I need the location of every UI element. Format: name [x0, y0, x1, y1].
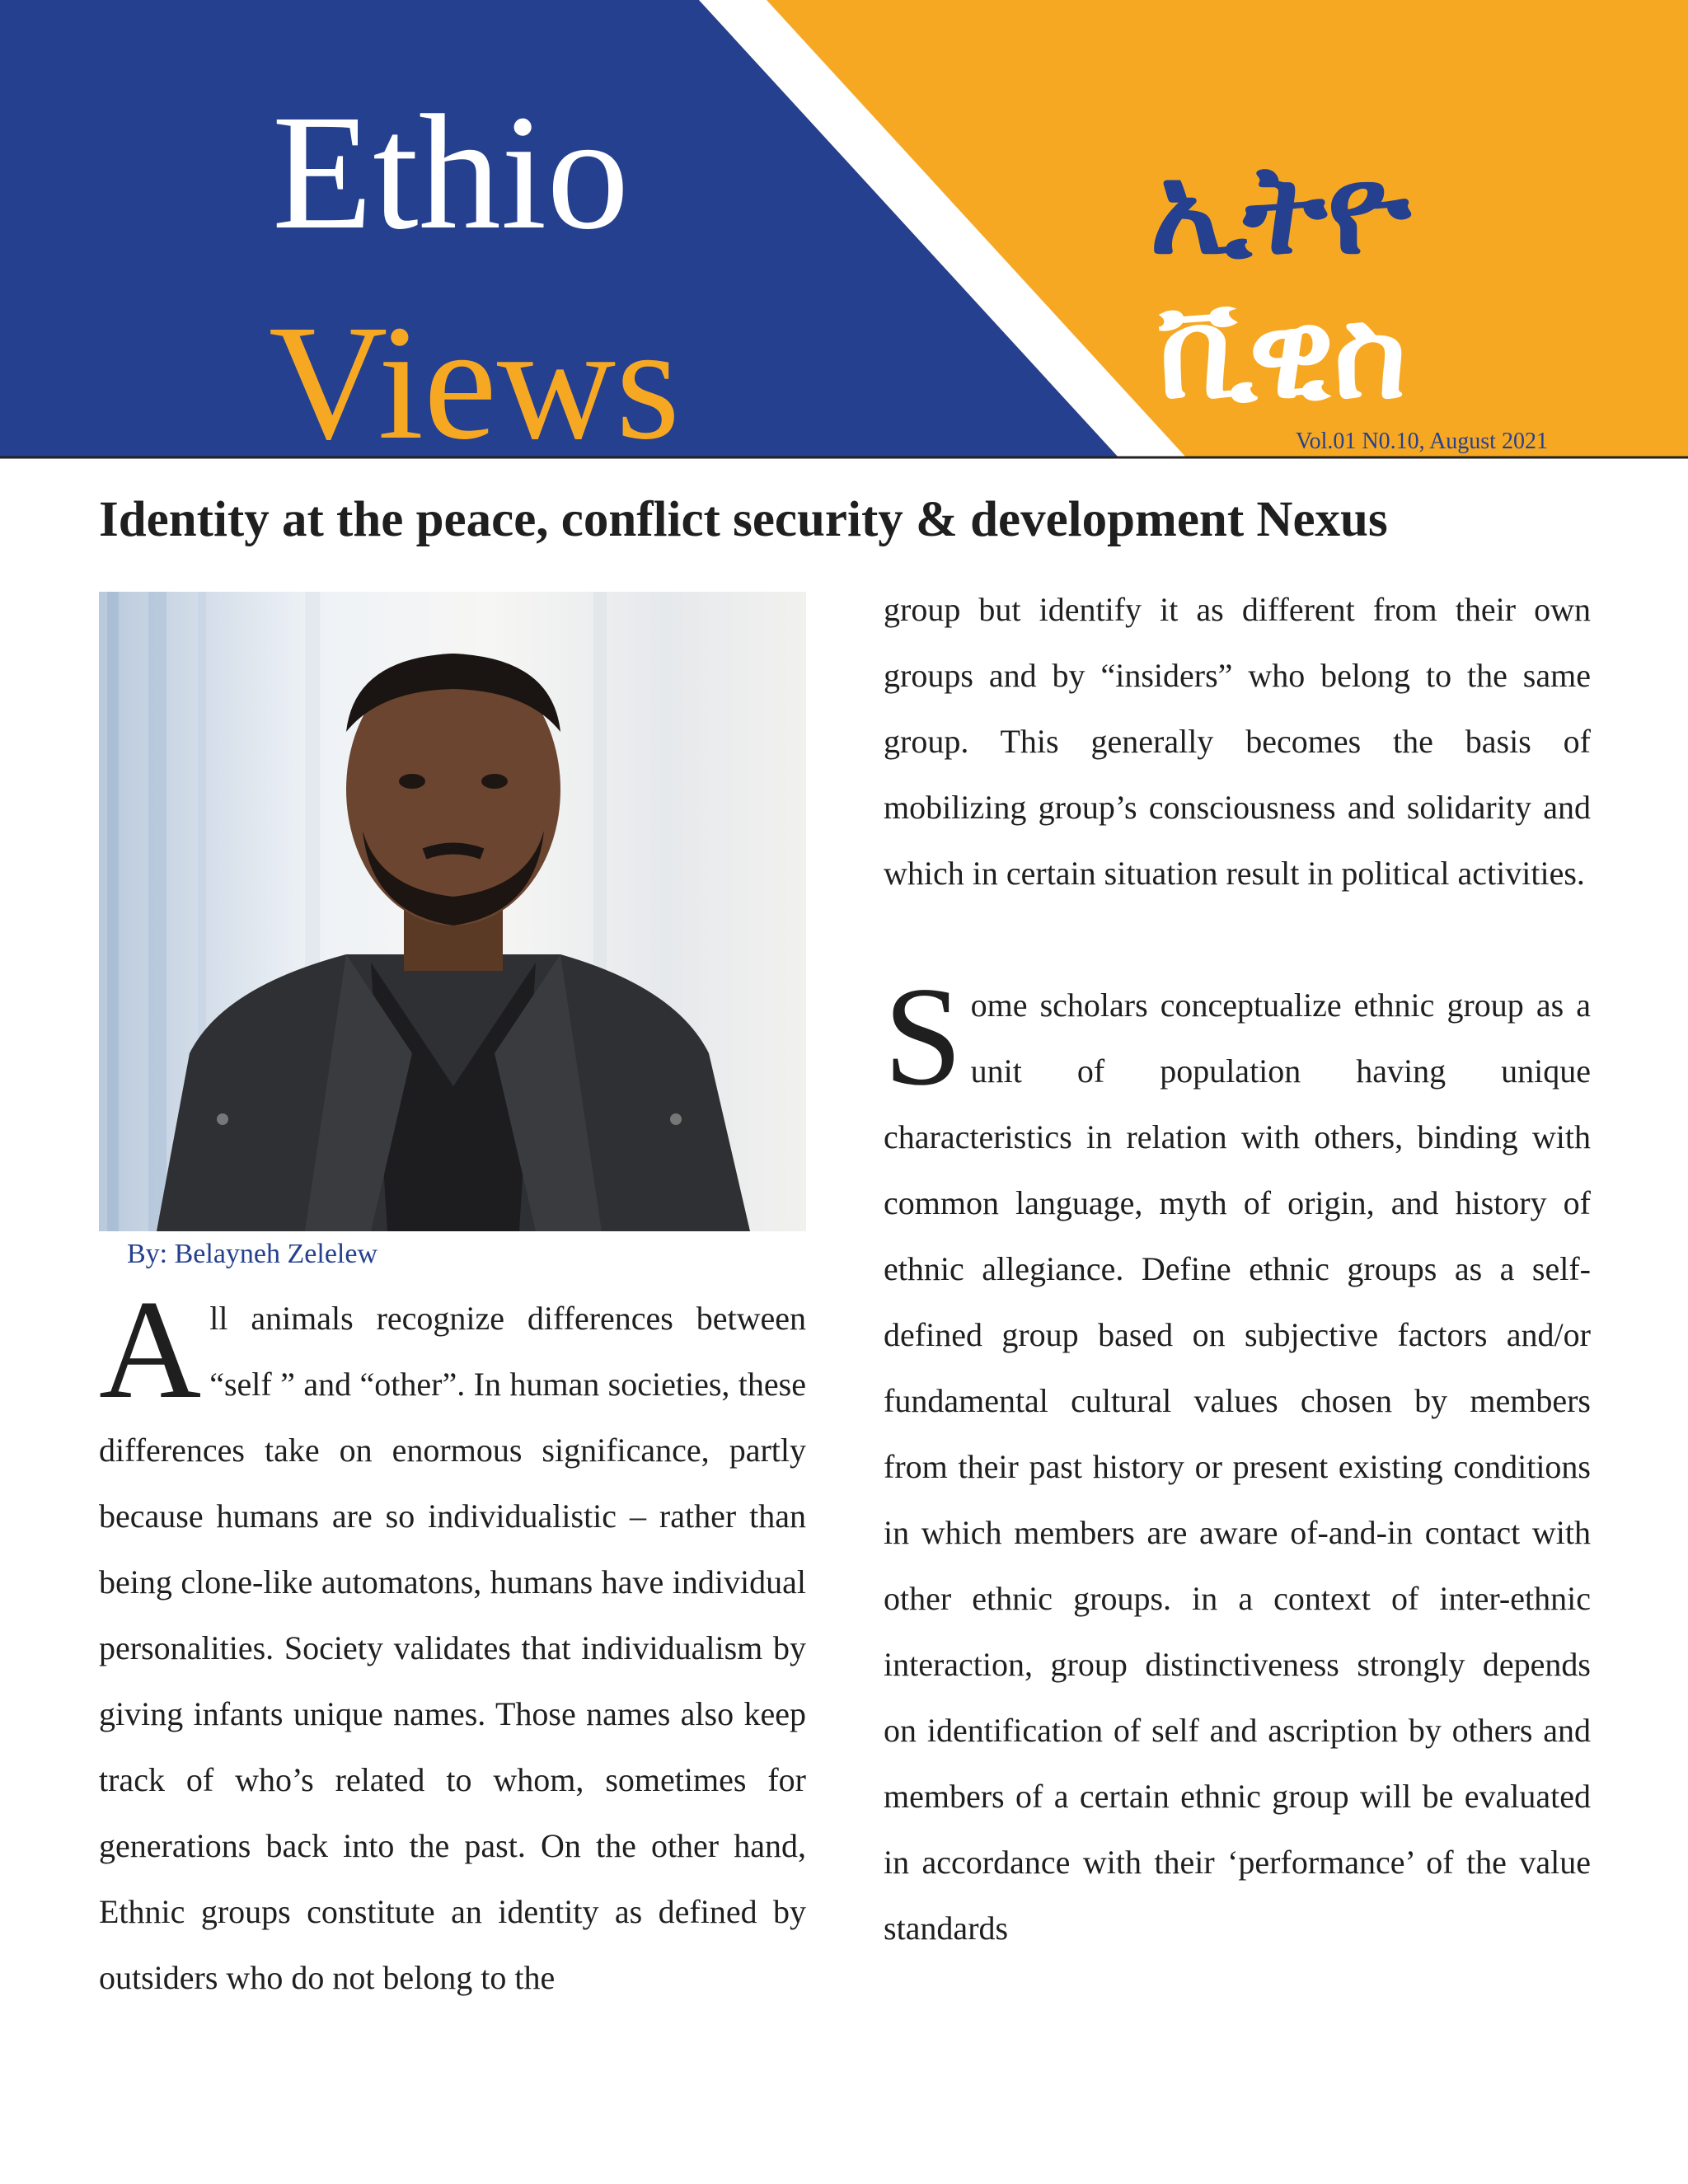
masthead-banner	[0, 0, 1688, 462]
left-column-text	[99, 1272, 806, 2011]
author-photo	[99, 592, 806, 1231]
left-column-body: ll animals recognize differences between “self ” and “other”. In human societies, these differences take on enormous significance, partly because humans are so individualistic – rather than being clone-like automatons, humans have individual personalities. Society validates that individualism by giving infants unique names. Those names also keep track of who’s related to whom, sometimes for generations back into the past. On the other hand, Ethnic groups constitute an identity as defined by outsiders who do not belong to the	[99, 1300, 806, 1996]
masthead-title-ethio: Ethio	[272, 82, 630, 264]
right-column-paragraph-1: group but identify it as different from their own groups and by “insiders” who belong to the same group. This generally becomes the basis of mobilizing group’s consciousness and solidarity and which in certain situation result in political activities.	[884, 591, 1591, 892]
dropcap-a: A	[99, 1272, 202, 1428]
right-column-paragraph-2	[884, 958, 1591, 1961]
dropcap-s: S	[884, 958, 963, 1115]
masthead	[0, 0, 1688, 474]
article-headline: Identity at the peace, conflict security & development Nexus	[99, 492, 1388, 547]
portrait-image	[99, 592, 806, 1231]
author-byline: By: Belayneh Zelelew	[127, 1239, 378, 1269]
masthead-title-amharic-2: ቪዊስ	[1158, 283, 1407, 426]
masthead-title-views: Views	[269, 292, 681, 474]
issue-info: Vol.01 N0.10, August 2021	[1296, 429, 1548, 454]
right-column-body: ome scholars conceptualize ethnic group as a unit of population having unique characteristics in relation with others, binding with common language, myth of origin, and history of ethnic allegiance. Define ethnic groups as a self-defined group based on subjective factors and/or fundamental cultural values chosen by members from their past history or present existing conditions in which members are aware of-and-in contact with other ethnic groups. in a context of inter-ethnic interaction, group distinctiveness strongly depends on identification of self and ascription by others and members of a certain ethnic group will be evaluated in accordance with their ‘performance’ of the value standards	[884, 987, 1591, 1947]
masthead-title-amharic-1: ኢትዮ	[1150, 138, 1411, 282]
